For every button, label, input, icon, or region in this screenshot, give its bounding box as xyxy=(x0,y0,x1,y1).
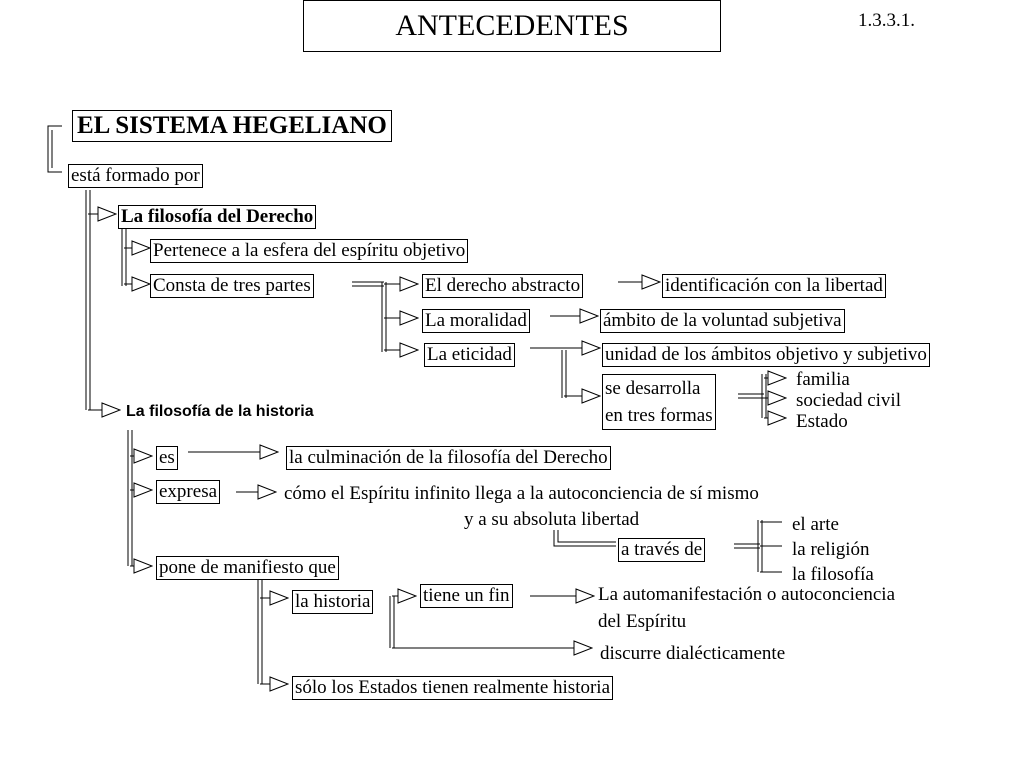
root-connector: está formado por xyxy=(68,164,203,188)
develops-line-2: en tres formas xyxy=(605,405,713,426)
node-expresa: expresa xyxy=(156,480,220,504)
manifiesto-trunk xyxy=(258,580,262,684)
node-estados: sólo los Estados tienen realmente historia xyxy=(292,676,613,700)
derecho-trunk xyxy=(122,226,126,286)
expresa-line-1: cómo el Espíritu infinito llega a la autoconciencia de sí mismo xyxy=(284,483,759,504)
node-abstracto-desc: identificación con la libertad xyxy=(662,274,886,298)
node-through: a través de xyxy=(618,538,705,562)
form-familia: familia xyxy=(796,369,850,390)
node-belongs: Pertenece a la esfera del espíritu objetivo xyxy=(150,239,468,263)
parts-trunk xyxy=(382,282,386,352)
means-religion: la religión xyxy=(792,539,870,560)
fin-line-2: del Espíritu xyxy=(598,611,687,632)
node-discurre: discurre dialécticamente xyxy=(600,643,786,664)
main-trunk xyxy=(86,190,90,410)
page-title: ANTECEDENTES xyxy=(303,0,721,52)
means-filosofia: la filosofía xyxy=(792,564,874,585)
develops-line-1: se desarrolla xyxy=(605,378,701,399)
form-sociedad-civil: sociedad civil xyxy=(796,390,901,411)
fin-line-1: La automanifestación o autoconciencia xyxy=(598,584,896,605)
node-es-desc: la culminación de la filosofía del Derecho xyxy=(286,446,611,470)
form-estado: Estado xyxy=(796,411,848,432)
develops-link xyxy=(738,394,764,398)
through-link xyxy=(554,530,616,546)
means-ticks xyxy=(760,522,782,572)
node-historia: La filosofía de la historia xyxy=(126,403,314,420)
node-parts: Consta de tres partes xyxy=(150,274,314,298)
node-eticidad-desc: unidad de los ámbitos objetivo y subjetivo xyxy=(602,343,930,367)
forms-trunk xyxy=(762,374,766,418)
node-tiene-fin: tiene un fin xyxy=(420,584,513,608)
node-moralidad: La moralidad xyxy=(422,309,530,333)
root-title: EL SISTEMA HEGELIANO xyxy=(72,110,392,142)
means-link xyxy=(734,544,760,548)
node-moralidad-desc: ámbito de la voluntad subjetiva xyxy=(600,309,845,333)
parts-link xyxy=(352,282,384,286)
node-manifiesto: pone de manifiesto que xyxy=(156,556,339,580)
historia-sub-trunk xyxy=(390,596,394,648)
expresa-line-2: y a su absoluta libertad xyxy=(464,509,640,530)
historia-trunk xyxy=(128,430,132,566)
eticidad-trunk xyxy=(562,350,566,398)
node-es: es xyxy=(156,446,178,470)
means-arte: el arte xyxy=(792,514,839,535)
node-abstracto: El derecho abstracto xyxy=(422,274,583,298)
node-la-historia: la historia xyxy=(292,590,373,614)
slide-code: 1.3.3.1. xyxy=(858,10,915,31)
node-derecho: La filosofía del Derecho xyxy=(118,205,316,229)
node-develops xyxy=(602,374,716,430)
root-bracket xyxy=(48,126,62,172)
node-eticidad: La eticidad xyxy=(424,343,515,367)
